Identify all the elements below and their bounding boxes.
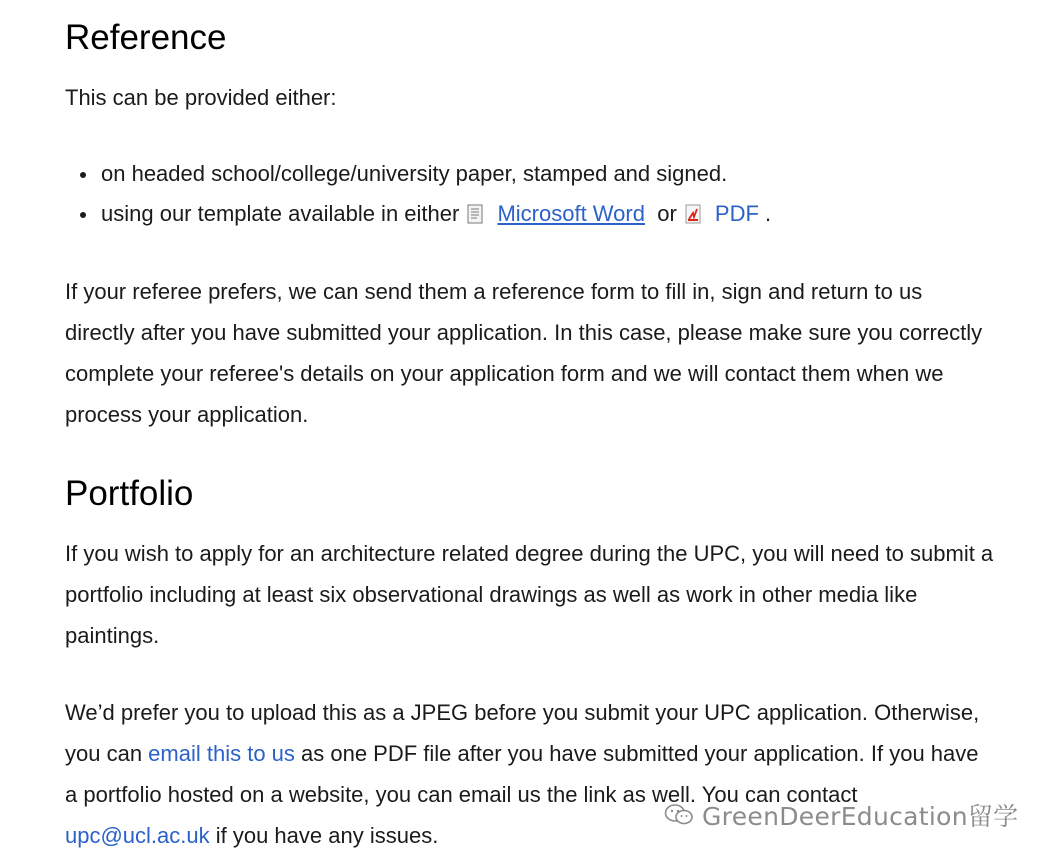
or-text: or [657, 201, 677, 226]
referee-paragraph: If your referee prefers, we can send them a reference form to fill in, sign and return to us directly after you have submitted your application. In this case, please make sure you correctly complete your referee's details on your application form and we will contact them when we process your application. [65, 279, 983, 427]
reference-intro: This can be provided either: [65, 85, 337, 110]
bullet-text: using our template available in either [101, 201, 460, 226]
upload-text-2: as one PDF file after you have submitted your application. If you have a portfolio hosted on a website, you can email us the link as well. You can contact [65, 741, 979, 807]
pdf-link[interactable]: PDF [714, 201, 759, 226]
watermark [664, 797, 1018, 833]
bullet-suffix: . [765, 201, 772, 226]
upload-text-1: We’d prefer you to upload this as a JPEG before you submit your UPC application. Otherwise, you can [65, 700, 980, 766]
wechat-icon [664, 803, 694, 827]
document-icon [467, 204, 483, 224]
reference-heading: Reference [65, 18, 227, 57]
portfolio-heading: Portfolio [65, 474, 194, 513]
bullet-text: on headed school/college/university paper, stamped and signed. [101, 161, 728, 186]
email-us-link[interactable]: email this to us [148, 741, 295, 766]
reference-options-list [65, 154, 771, 234]
microsoft-word-link[interactable]: Microsoft Word [497, 201, 645, 226]
list-item [101, 194, 771, 234]
portfolio-paragraph: If you wish to apply for an architecture related degree during the UPC, you will need to submit a portfolio including at least six observational drawings as well as work in other media like paintings. [65, 541, 994, 648]
upload-text-3: if you have any issues. [209, 823, 439, 848]
list-item [101, 154, 771, 194]
contact-email-link[interactable]: upc@ucl.ac.uk [65, 823, 210, 848]
pdf-icon [685, 204, 701, 224]
watermark-text: GreenDeerEducation留学 [702, 802, 1019, 831]
